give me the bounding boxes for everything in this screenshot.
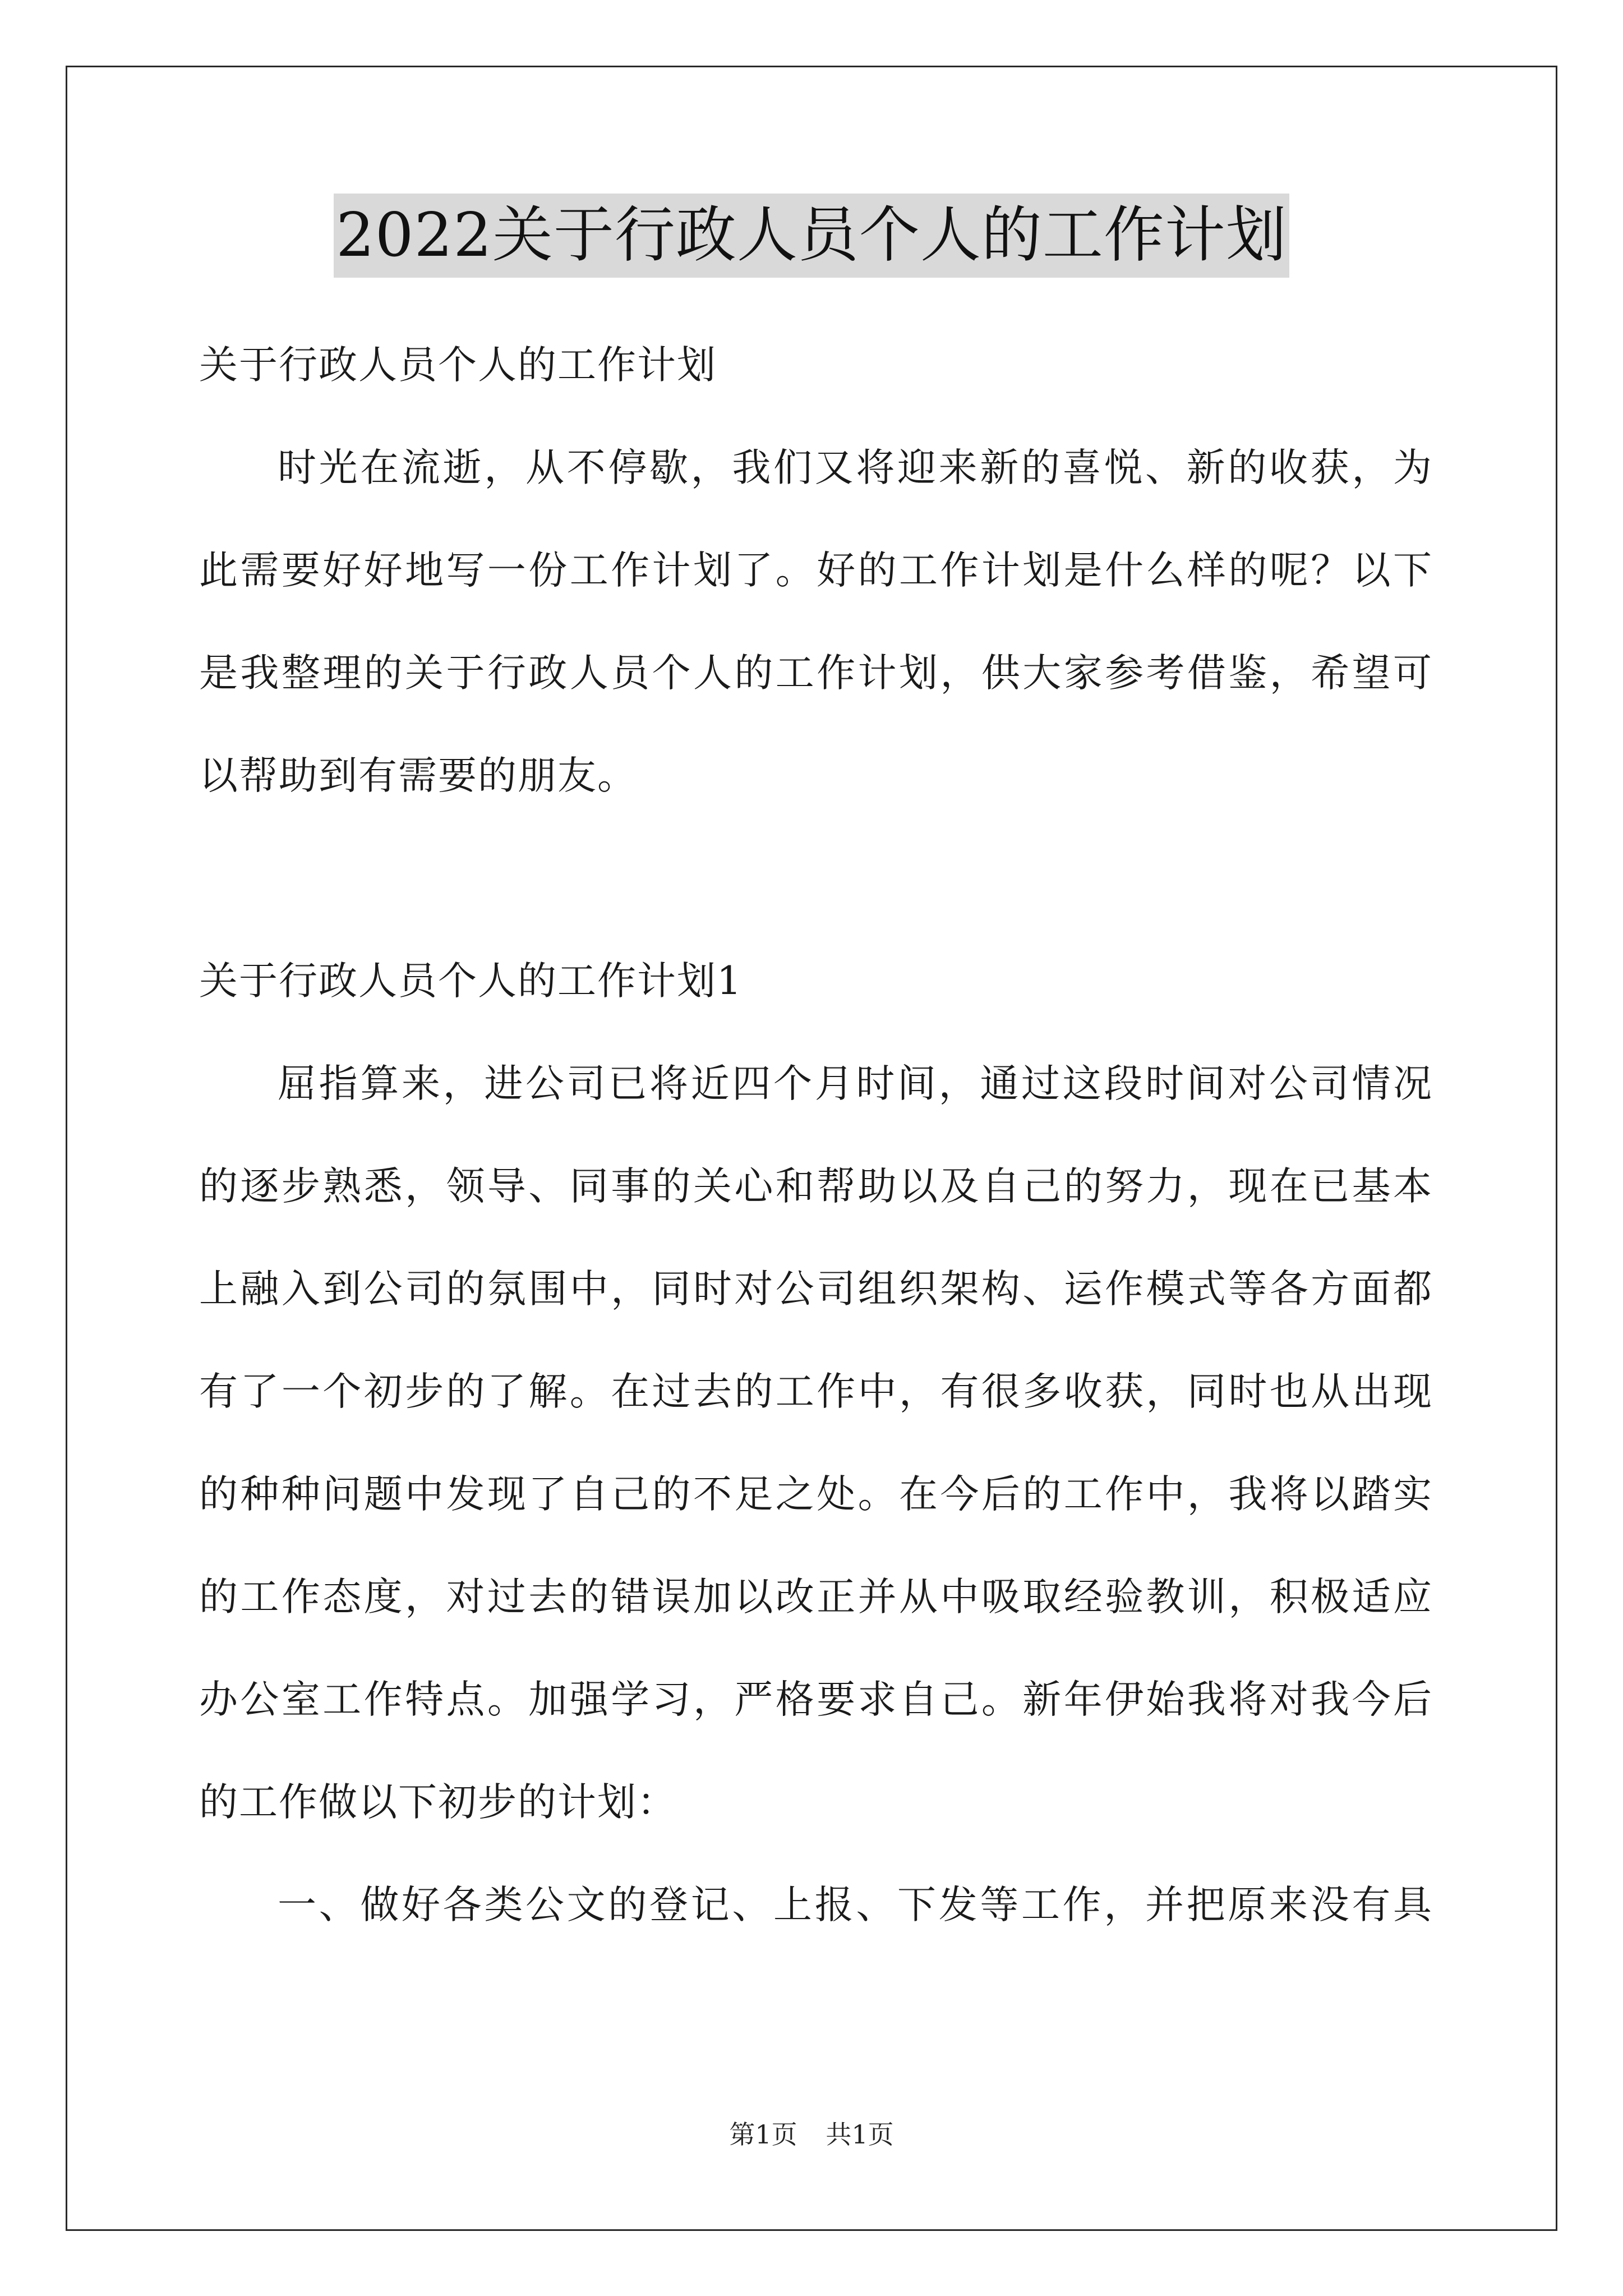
text-line: 的工作做以下初步的计划： bbox=[199, 1780, 677, 1825]
page-number: 第1页 bbox=[729, 2119, 797, 2150]
text-line: 上融入到公司的氛围中，同时对公司组织架构、运作模式等各方面都 bbox=[199, 1267, 1433, 1312]
text-line: 关于行政人员个人的工作计划1 bbox=[199, 959, 743, 1004]
text-line: 的逐步熟悉，领导、同事的关心和帮助以及自己的努力，现在已基本 bbox=[199, 1164, 1433, 1209]
document-body bbox=[199, 314, 1433, 1957]
text-line: 时光在流逝，从不停歇，我们又将迎来新的喜悦、新的收获，为 bbox=[278, 445, 1433, 490]
text-line: 是我整理的关于行政人员个人的工作计划，供大家参考借鉴，希望可 bbox=[199, 651, 1433, 696]
text-line: 的工作态度，对过去的错误加以改正并从中吸取经验教训，积极适应 bbox=[199, 1575, 1433, 1619]
page-footer bbox=[0, 2118, 1623, 2151]
text-line: 办公室工作特点。加强学习，严格要求自己。新年伊始我将对我今后 bbox=[199, 1677, 1433, 1722]
text-line: 的种种问题中发现了自己的不足之处。在今后的工作中，我将以踏实 bbox=[199, 1472, 1433, 1517]
paragraph-gap bbox=[199, 827, 1433, 930]
text-line: 屈指算来，进公司已将近四个月时间，通过这段时间对公司情况 bbox=[278, 1061, 1433, 1106]
text-line: 此需要好好地写一份工作计划了。好的工作计划是什么样的呢？以下 bbox=[199, 548, 1433, 593]
document-title: 2022关于行政人员个人的工作计划 bbox=[334, 194, 1289, 278]
text-line: 以帮助到有需要的朋友。 bbox=[199, 753, 637, 798]
text-line: 一、做好各类公文的登记、上报、下发等工作，并把原来没有具 bbox=[278, 1883, 1433, 1927]
text-line: 有了一个初步的了解。在过去的工作中，有很多收获，同时也从出现 bbox=[199, 1369, 1433, 1414]
title-container bbox=[0, 194, 1623, 278]
page-total: 共1页 bbox=[826, 2119, 894, 2150]
text-line: 关于行政人员个人的工作计划 bbox=[199, 343, 717, 388]
